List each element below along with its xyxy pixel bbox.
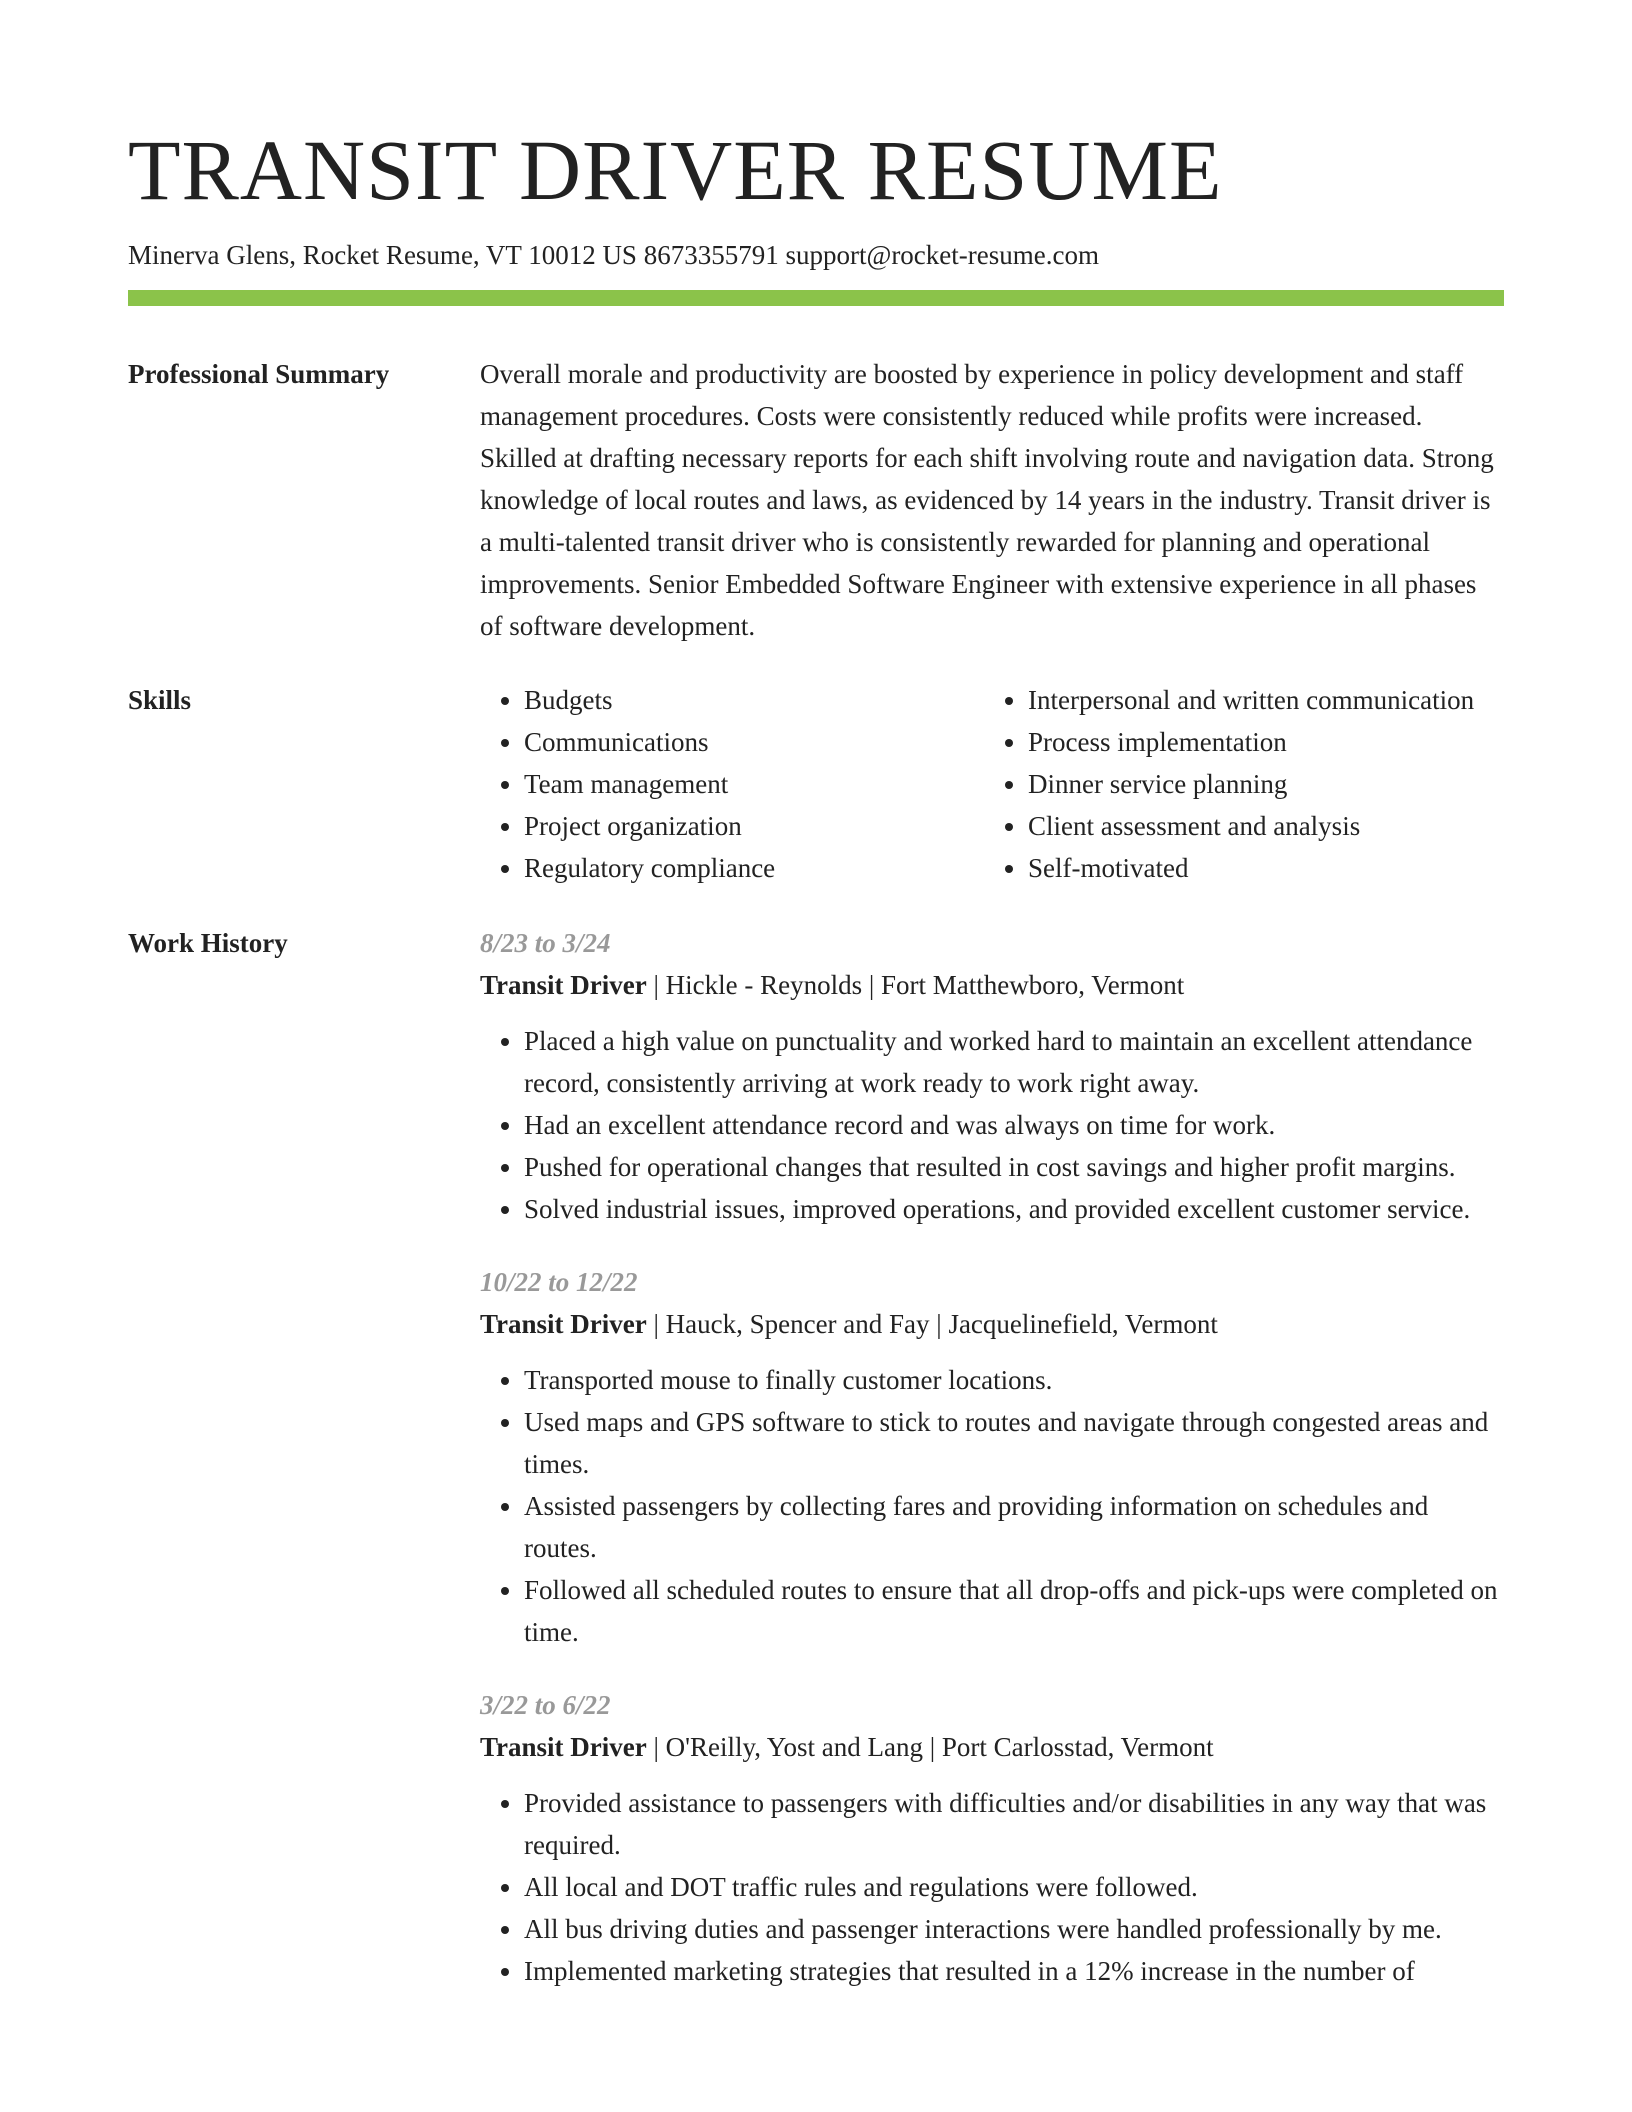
job-bullet: • Implemented marketing strategies that resulted in a 12% increase in the number of [524,1950,1504,1992]
skill-item: • Team management [524,763,984,805]
job-bullet: • Placed a high value on punctuality and worked hard to maintain an excellent attendance record, consistently arriving at work ready to work right away. [524,1020,1504,1104]
job-bullets [480,1782,1504,1992]
job-bullet: • All bus driving duties and passenger interactions were handled professionally by me. [524,1908,1504,1950]
header-divider [128,290,1504,306]
job-entry [480,922,1504,1230]
contact-email: support@rocket-resume.com [785,240,1099,270]
job-header [480,1303,1504,1345]
job-dates: 10/22 to 12/22 [480,1267,638,1297]
skill-item: • Process implementation [1028,721,1504,763]
skill-item: • Client assessment and analysis [1028,805,1504,847]
job-dates: 8/23 to 3/24 [480,928,611,958]
job-bullet: • Used maps and GPS software to stick to routes and navigate through congested areas and times. [524,1401,1504,1485]
work-history-heading: Work History [128,928,288,958]
job-bullet: • Provided assistance to passengers with difficulties and/or disabilities in any way that was required. [524,1782,1504,1866]
job-details: | O'Reilly, Yost and Lang | Port Carlosstad, Vermont [646,1732,1214,1762]
skill-item: • Project organization [524,805,984,847]
work-history-section [128,922,1504,1992]
skills-list-left [480,679,984,889]
job-header [480,964,1504,1006]
skill-item: • Dinner service planning [1028,763,1504,805]
job-bullet: • Assisted passengers by collecting fares and providing information on schedules and routes. [524,1485,1504,1569]
job-entry [480,1684,1504,1992]
skills-heading: Skills [128,685,192,715]
job-bullet: • Followed all scheduled routes to ensure that all drop-offs and pick-ups were completed on time. [524,1569,1504,1653]
job-details: | Hickle - Reynolds | Fort Matthewboro, Vermont [646,970,1185,1000]
resume-title: TRANSIT DRIVER RESUME [128,122,1223,218]
contact-phone: 8673355791 [643,240,779,270]
skill-item: • Communications [524,721,984,763]
skill-item: • Regulatory compliance [524,847,984,889]
skills-section [128,679,1504,889]
job-bullet: • Pushed for operational changes that resulted in cost savings and higher profit margins. [524,1146,1504,1188]
job-bullet: • Transported mouse to finally customer locations. [524,1359,1504,1401]
job-role: Transit Driver [480,1732,647,1762]
contact-line [128,238,1504,272]
skill-item: • Self-motivated [1028,847,1504,889]
job-bullet: • Solved industrial issues, improved operations, and provided excellent customer service. [524,1188,1504,1230]
job-details: | Hauck, Spencer and Fay | Jacquelinefield, Vermont [646,1309,1218,1339]
job-bullets [480,1359,1504,1653]
summary-body [480,353,1504,647]
skill-item: • Budgets [524,679,984,721]
job-bullets [480,1020,1504,1230]
job-role: Transit Driver [480,970,647,1000]
job-bullet: • All local and DOT traffic rules and regulations were followed. [524,1866,1504,1908]
work-history-body [480,922,1504,1992]
summary-section [128,353,1504,647]
job-role: Transit Driver [480,1309,647,1339]
job-bullet: • Had an excellent attendance record and was always on time for work. [524,1104,1504,1146]
job-dates: 3/22 to 6/22 [480,1690,611,1720]
job-header [480,1726,1504,1768]
resume-page [128,120,1504,1992]
skills-body [480,679,1504,889]
skills-list-right [984,679,1504,889]
job-entry [480,1261,1504,1653]
summary-text: Overall morale and productivity are boosted by experience in policy development and staff management procedures. Costs were consistently reduced while profits were increased. Skilled at drafting necessary reports for each shift involving route and navigation data. Strong knowledge of local routes and laws, as evidenced by 14 years in the industry. Transit driver is a multi-talented transit driver who is consistently rewarded for planning and operational improvements. Senior Embedded Software Engineer with extensive experience in all phases of software development. [480,359,1494,641]
skill-item: • Interpersonal and written communication [1028,679,1504,721]
contact-address: Minerva Glens, Rocket Resume, VT 10012 US [128,240,637,270]
summary-heading: Professional Summary [128,359,390,389]
